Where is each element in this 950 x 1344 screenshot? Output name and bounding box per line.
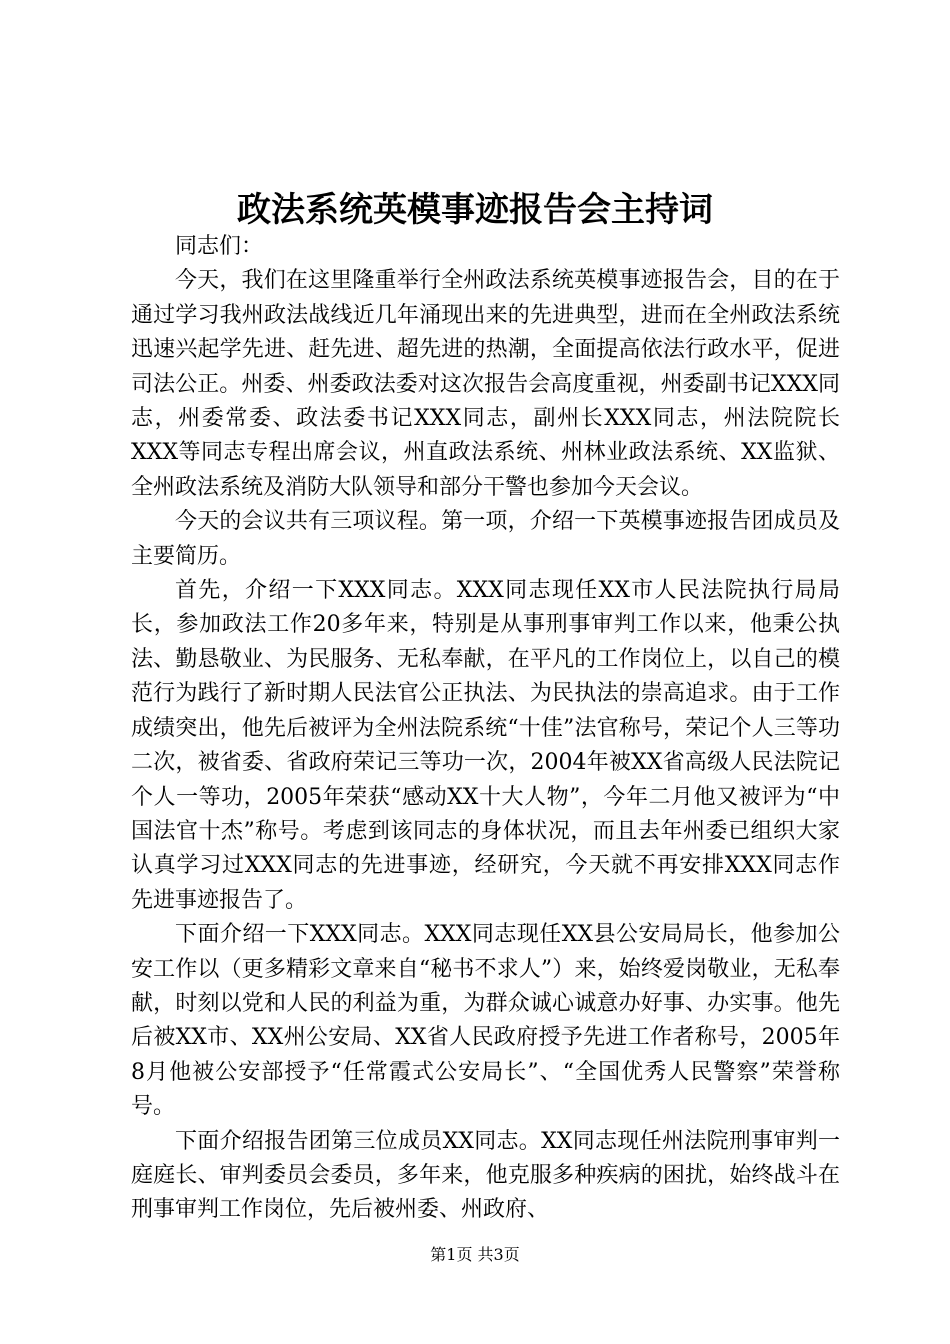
- body-paragraph: 下面介绍报告团第三位成员XX同志。XX同志现任州法院刑事审判一庭庭长、审判委员会委员，多年来，他克服多种疾病的困扰，始终战斗在刑事审判工作岗位，先后被州委、州政府、: [131, 1128, 840, 1223]
- salutation: 同志们：: [175, 234, 264, 259]
- page-number-footer: 第1页 共3页: [430, 1245, 520, 1264]
- document-body: [131, 230, 840, 1228]
- document-title: 政法系统英模事迹报告会主持词: [237, 190, 713, 230]
- body-paragraph: 首先，介绍一下XXX同志。XXX同志现任XX市人民法院执行局局长，参加政法工作20多年来，特别是从事刑事审判工作以来，他秉公执法、勤恳敬业、为民服务、无私奉献，在平凡的工作岗位上，以自己的模范行为践行了新时期人民法官公正执法、为民执法的崇高追求。由于工作成绩突出，他先后被评为全州法院系统“十佳”法官称号，荣记个人三等功二次，被省委、省政府荣记三等功一次，2004年被XX省高级人民法院记个人一等功，2005年荣获“感动XX十大人物”，今年二月他又被评为“中国法官十杰”称号。考虑到该同志的身体状况，而且去年州委已组织大家认真学习过XXX同志的先进事迹，经研究，今天就不再安排XXX同志作先进事迹报告了。: [131, 578, 840, 913]
- body-paragraph: 下面介绍一下XXX同志。XXX同志现任XX县公安局局长，他参加公安工作以（更多精彩文章来自“秘书不求人”）来，始终爱岗敬业，无私奉献，时刻以党和人民的利益为重，为群众诚心诚意办好事、办实事。他先后被XX市、XX州公安局、XX省人民政府授予先进工作者称号，2005年8月他被公安部授予“任常霞式公安局长”、“全国优秀人民警察”荣誉称号。: [131, 922, 840, 1120]
- body-paragraph: 今天，我们在这里隆重举行全州政法系统英模事迹报告会，目的在于通过学习我州政法战线近几年涌现出来的先进典型，进而在全州政法系统迅速兴起学先进、赶先进、超先进的热潮，全面提高依法行政水平，促进司法公正。州委、州委政法委对这次报告会高度重视，州委副书记XXX同志，州委常委、政法委书记XXX同志，副州长XXX同志，州法院院长XXX等同志专程出席会议，州直政法系统、州林业政法系统、XX监狱、全州政法系统及消防大队领导和部分干警也参加今天会议。: [131, 268, 840, 500]
- body-paragraph: 今天的会议共有三项议程。第一项，介绍一下英模事迹报告团成员及主要简历。: [131, 509, 840, 569]
